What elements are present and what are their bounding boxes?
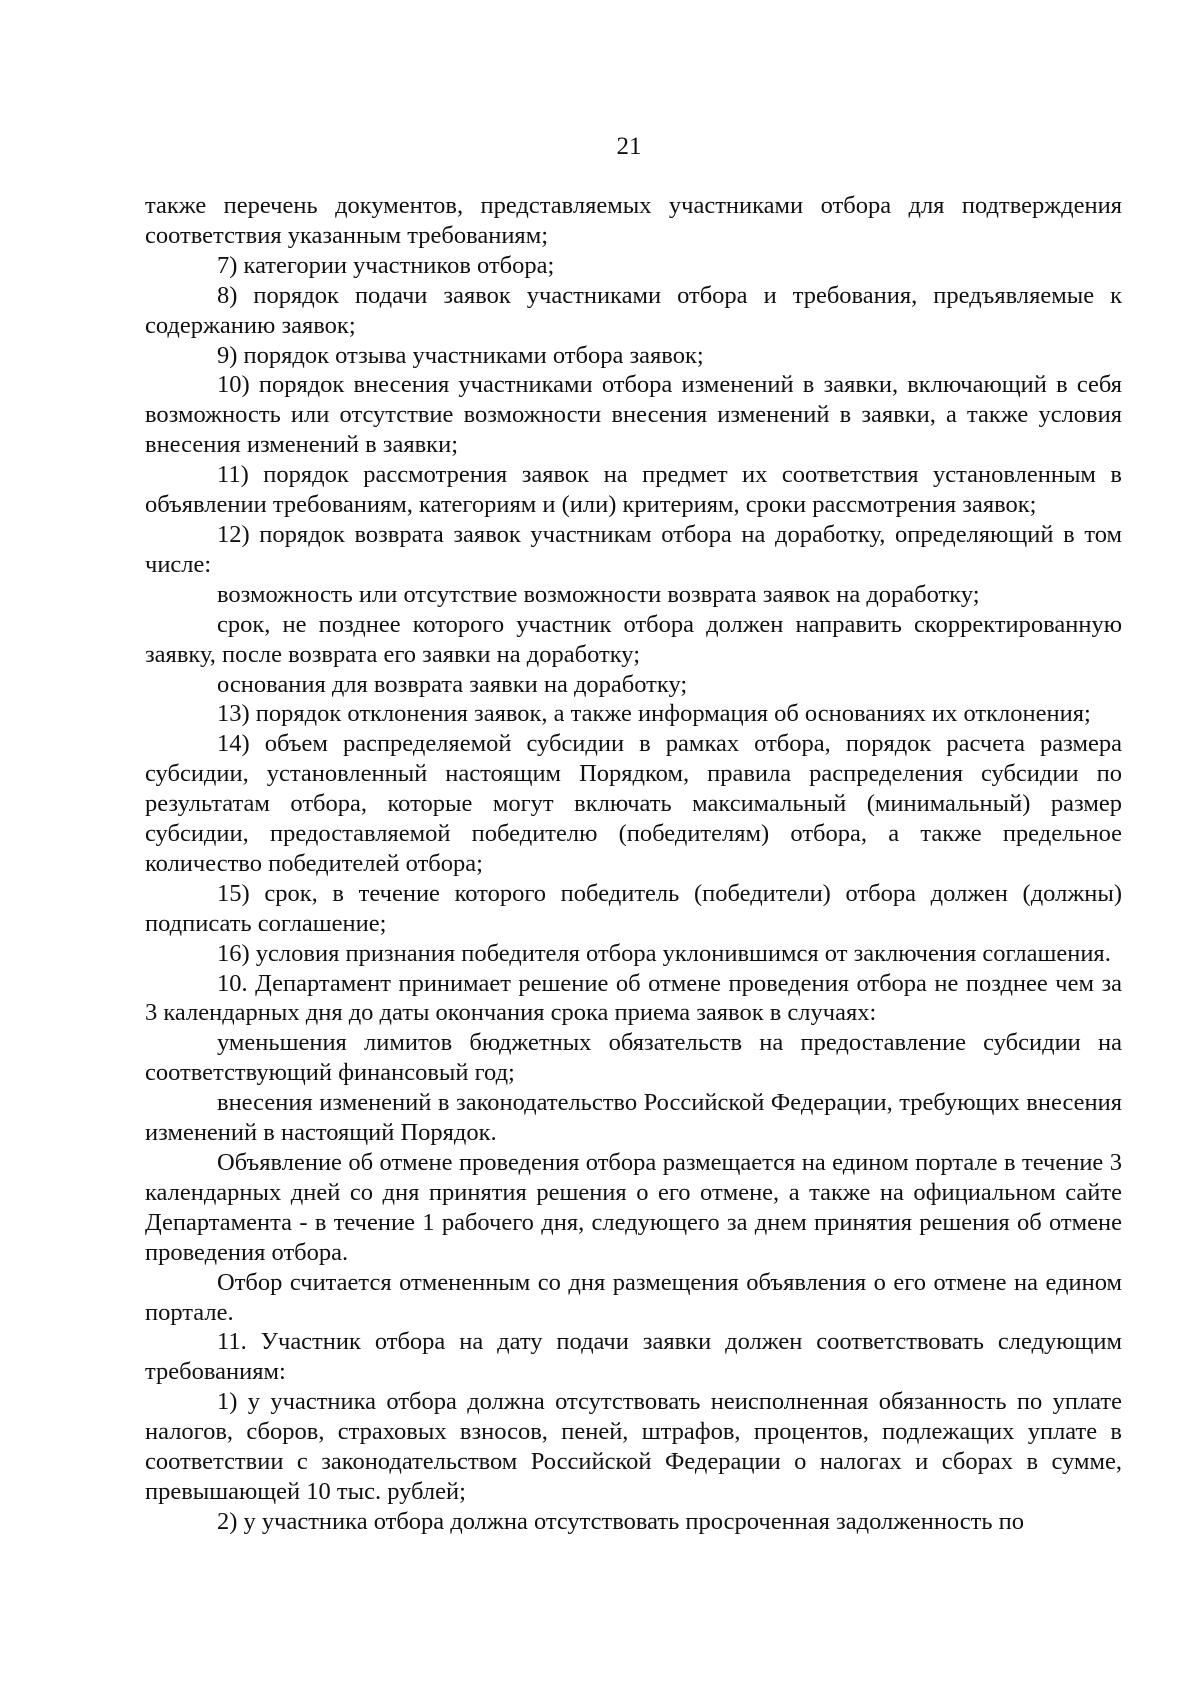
clause-10: 10. Департамент принимает решение об отмене проведения отбора не позднее чем за 3 календарных дня до даты окончания срока приема заявок в случаях: (145, 969, 1122, 1027)
list-item-13: 13) порядок отклонения заявок, а также информация об основаниях их отклонения; (217, 700, 1091, 728)
cancellation-effective: Отбор считается отмененным со дня размещения объявления о его отмене на едином портале. (145, 1268, 1122, 1326)
sub-item-grounds: основания для возврата заявки на доработку; (217, 670, 688, 698)
list-item-14: 14) объем распределяемой субсидии в рамках отбора, порядок расчета размера субсидии, установленный настоящим Порядком, правила распределения субсидии по результатам отбора, которые могут включать максимальный (минимальный) размер субсидии, предоставляемой победителю (победителям) отбора, а также предельное количество победителей отбора; (145, 730, 1122, 877)
requirement-1: 1) у участника отбора должна отсутствовать неисполненная обязанность по уплате налогов, сборов, страховых взносов, пеней, штрафов, процентов, подлежащих уплате в соответствии с законодательством Российской Федерации о налогах и сборах в сумме, превышающей 10 тыс. рублей; (145, 1388, 1122, 1505)
clause-10-case-2: внесения изменений в законодательство Российской Федерации, требующих внесения изменений в настоящий Порядок. (145, 1089, 1122, 1147)
clause-11: 11. Участник отбора на дату подачи заявки должен соответствовать следующим требованиям: (145, 1328, 1122, 1386)
page-number: 21 (616, 133, 642, 160)
sub-item-deadline: срок, не позднее которого участник отбора должен направить скорректированную заявку, после возврата его заявки на доработку; (145, 610, 1122, 668)
list-item-7: 7) категории участников отбора; (217, 251, 555, 279)
list-item-15: 15) срок, в течение которого победитель (победители) отбора должен (должны) подписать соглашение; (145, 879, 1122, 937)
list-item-9: 9) порядок отзыва участниками отбора заявок; (217, 341, 704, 369)
list-item-12: 12) порядок возврата заявок участникам отбора на доработку, определяющий в том числе: (145, 520, 1122, 578)
list-item-10: 10) порядок внесения участниками отбора изменений в заявки, включающий в себя возможность или отсутствие возможности внесения изменений в заявки, а также условия внесения изменений в заявки; (145, 371, 1122, 459)
cancellation-announcement: Объявление об отмене проведения отбора размещается на едином портале в течение 3 календарных дней со дня принятия решения о его отмене, а также на официальном сайте Департамента - в течение 1 рабочего дня, следующего за днем принятия решения об отмене проведения отбора. (145, 1149, 1122, 1266)
list-item-8: 8) порядок подачи заявок участниками отбора и требования, предъявляемые к содержанию заявок; (145, 281, 1122, 339)
paragraph-continuation: также перечень документов, представляемых участниками отбора для подтверждения соответствия указанным требованиям; (145, 192, 1122, 249)
sub-item-possibility: возможность или отсутствие возможности возврата заявок на доработку; (217, 580, 980, 608)
document-body (145, 191, 1122, 1537)
clause-10-case-1: уменьшения лимитов бюджетных обязательств на предоставление субсидии на соответствующий финансовый год; (145, 1029, 1122, 1087)
list-item-11: 11) порядок рассмотрения заявок на предмет их соответствия установленным в объявлении требованиям, категориям и (или) критериям, сроки рассмотрения заявок; (145, 461, 1122, 519)
requirement-2: 2) у участника отбора должна отсутствовать просроченная задолженность по (217, 1507, 1025, 1535)
list-item-16: 16) условия признания победителя отбора уклонившимся от заключения соглашения. (217, 939, 1111, 967)
